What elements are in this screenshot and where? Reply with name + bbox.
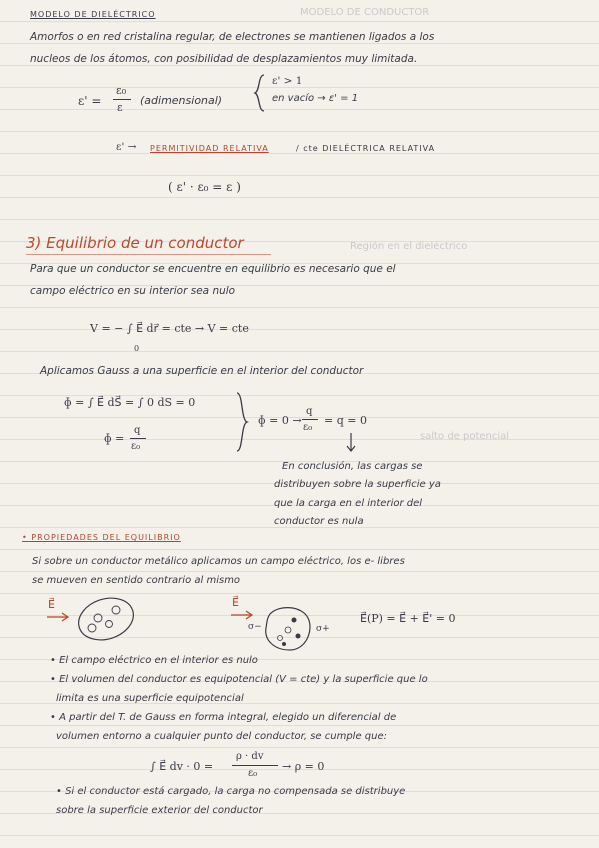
conclusion-line: conductor es nula (274, 516, 364, 527)
flux-equation: ɸ = ∫ E⃗ dS⃗ = ∫ 0 dS = 0 (64, 396, 196, 409)
fraction-bar (302, 419, 318, 420)
fraction-bar (232, 765, 278, 766)
arrow-right-icon (230, 610, 254, 620)
volume-equation-lhs: ∫ E⃗ dv · 0 = (150, 760, 214, 773)
permittivity-arrow: ε' → (116, 141, 137, 153)
volume-equation-rhs: → ρ = 0 (282, 760, 325, 773)
polarized-conductor-icon (262, 604, 314, 654)
bleed-through-text: salto de potencial (420, 431, 510, 442)
bullet-text: volumen entorno a cualquier punto del conductor, se cumple que: (56, 731, 388, 742)
case-line: ε' > 1 (272, 75, 303, 87)
text-line: Aplicamos Gauss a una superficie en el interior del conductor (40, 365, 364, 377)
arrow-right-icon (46, 612, 70, 622)
conclusion-line: distribuyen sobre la superficie ya (274, 479, 441, 490)
formula-lhs: ε' = (78, 94, 102, 108)
bleed-through-text: Región en el dieléctrico (350, 241, 468, 252)
integral-lower-limit: 0 (134, 344, 140, 353)
flux-result-numerator: q (306, 406, 313, 417)
flux-result: ɸ = 0 → (258, 414, 302, 427)
flux-denominator: ε₀ (131, 441, 141, 452)
text-line: campo eléctrico en su interior sea nulo (30, 285, 236, 297)
text-line: Para que un conductor se encuentre en equilibrio es necesario que el (30, 263, 396, 275)
text-line: Si sobre un conductor metálico aplicamos un campo eléctrico, los e- libres (32, 556, 405, 567)
field-label: E⃗ (232, 596, 239, 609)
formula-numerator: ε₀ (116, 84, 127, 97)
bullet-text: • Si el conductor está cargado, la carga no compensada se distribuye (56, 786, 406, 797)
bleed-through-text: MODELO DE CONDUCTOR (300, 7, 430, 18)
section-title-properties: • PROPIEDADES DEL EQUILIBRIO (22, 533, 181, 542)
permittivity-suffix: / cte DIELÉCTRICA RELATIVA (296, 144, 436, 153)
conclusion-line: que la carga en el interior del (274, 498, 423, 509)
flux-result-tail: = q = 0 (324, 414, 367, 427)
bullet-text: limita es una superficie equipotencial (56, 693, 244, 704)
relation-formula: ( ε' · ε₀ = ε ) (168, 180, 241, 194)
surface-charge-positive: σ+ (316, 624, 330, 634)
curly-brace-icon (254, 74, 266, 112)
potential-equation: V = − ∫ E⃗ dr⃗ = cte → V = cte (90, 322, 249, 335)
text-line: nucleos de los átomos, con posibilidad de desplazamientos muy limitada. (30, 53, 418, 65)
arrow-down-icon (346, 432, 356, 454)
surface-charge-negative: σ− (248, 622, 262, 632)
formula-note: (adimensional) (140, 94, 223, 107)
permittivity-label: PERMITIVIDAD RELATIVA (150, 144, 269, 153)
curly-brace-icon (236, 392, 248, 452)
heading-underline (26, 254, 271, 255)
flux-numerator: q (134, 425, 141, 436)
field-label: E⃗ (48, 598, 55, 611)
bullet-text: • El volumen del conductor es equipotencial (V = cte) y la superficie que lo (50, 674, 428, 685)
bullet-text: sobre la superficie exterior del conductor (56, 805, 263, 816)
flux-equation-lhs: ɸ = (104, 432, 125, 445)
text-line: se mueven en sentido contrario al mismo (32, 575, 241, 586)
case-line: en vacío → ε' = 1 (272, 93, 359, 104)
conductor-electrons-icon (76, 596, 136, 642)
fraction-bar (130, 438, 146, 439)
volume-numerator: ρ · dv (236, 751, 264, 762)
volume-denominator: ε₀ (248, 768, 258, 779)
section-title-dielectric: MODELO DE DIELÉCTRICO (30, 10, 156, 19)
bullet-text: • A partir del T. de Gauss en forma integral, elegido un diferencial de (50, 712, 397, 723)
formula-denominator: ε (117, 101, 123, 114)
conclusion-line: En conclusión, las cargas se (282, 461, 423, 472)
section-heading-equilibrium: 3) Equilibrio de un conductor (26, 234, 244, 252)
fraction-bar (113, 99, 131, 100)
bullet-text: • El campo eléctrico en el interior es nulo (50, 655, 258, 666)
text-line: Amorfos o en red cristalina regular, de electrones se mantienen ligados a los (30, 31, 435, 43)
total-field-equation: E⃗(P) = E⃗ + E⃗' = 0 (360, 612, 456, 625)
flux-result-denominator: ε₀ (303, 422, 313, 433)
